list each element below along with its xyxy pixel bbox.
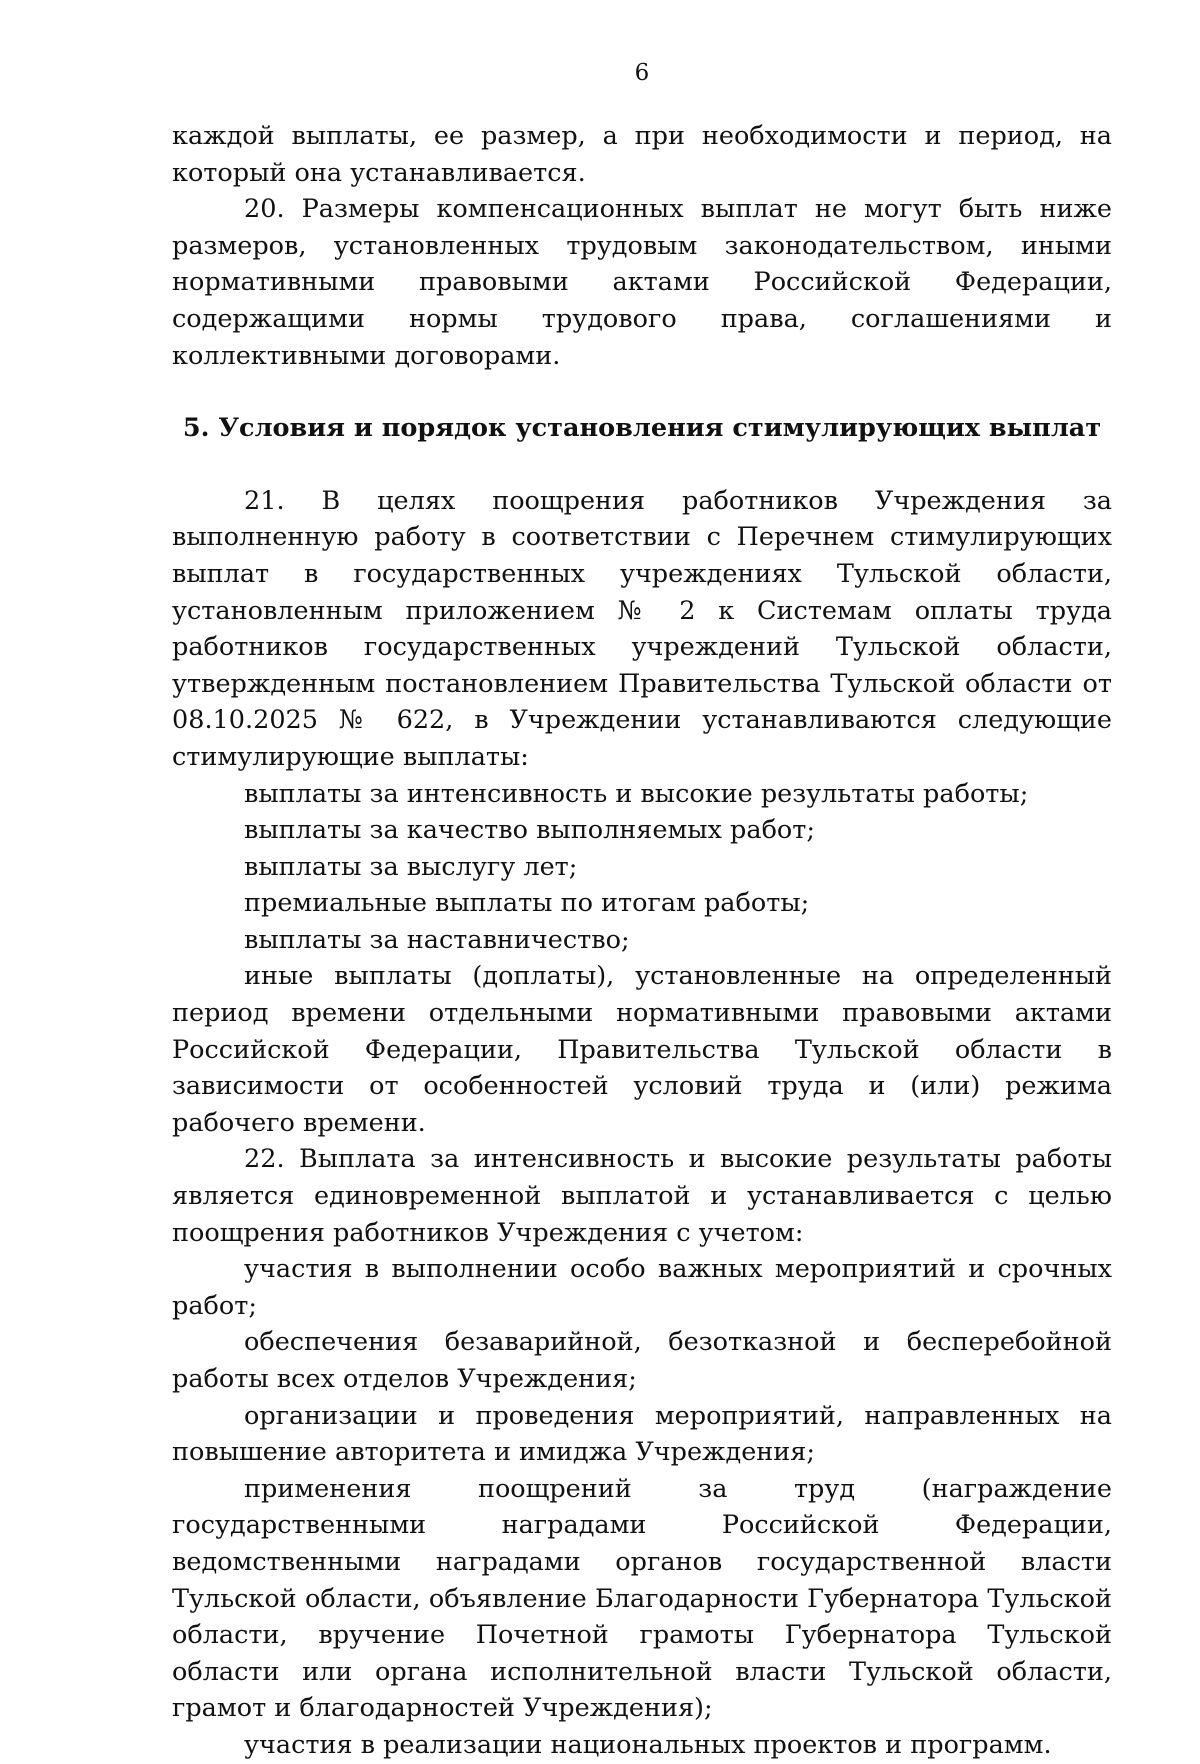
- paragraph: 22. Выплата за интенсивность и высокие результаты работы является единовременной выплатой и устанавливается с целью поощрения работников Учреждения с учетом:: [172, 1144, 1112, 1248]
- paragraph: 21. В целях поощрения работников Учреждения за выполненную работу в соответствии с Перечнем стимулирующих выплат в государственных учреждениях Тульской области, установленным приложением № 2 к Системам оплаты труда работников государственных учреждений Тульской области, утвержденным постановлением Правительства Тульской области от 08.10.2025 № 622, в Учреждении устанавливаются следующие стимулирующие выплаты:: [172, 485, 1112, 772]
- paragraph: участия в реализации национальных проектов и программ.: [244, 1729, 1052, 1760]
- paragraph: иные выплаты (доплаты), установленные на определенный период времени отдельными нормативными правовыми актами Российской Федерации, Правительства Тульской области в зависимости от особенностей условий труда и (или) режима рабочего времени.: [172, 961, 1112, 1138]
- paragraph: 20. Размеры компенсационных выплат не могут быть ниже размеров, установленных трудовым законодательством, иными нормативными правовыми актами Российской Федерации, содержащими нормы трудового права, соглашениями и коллективными договорами.: [172, 194, 1112, 371]
- paragraph: участия в выполнении особо важных мероприятий и срочных работ;: [172, 1254, 1112, 1321]
- paragraph: каждой выплаты, ее размер, а при необходимости и период, на который она устанавливается.: [172, 121, 1112, 188]
- paragraph: выплаты за интенсивность и высокие результаты работы;: [244, 778, 1029, 809]
- paragraph: обеспечения безаварийной, безотказной и бесперебойной работы всех отделов Учреждения;: [172, 1327, 1112, 1394]
- page-number: 6: [634, 60, 650, 86]
- paragraph: организации и проведения мероприятий, направленных на повышение авторитета и имиджа Учреждения;: [172, 1400, 1112, 1468]
- paragraph: выплаты за выслугу лет;: [244, 851, 578, 882]
- paragraph: выплаты за наставничество;: [244, 924, 630, 955]
- paragraphs-after-heading: [172, 483, 1112, 1764]
- paragraph: премиальные выплаты по итогам работы;: [244, 888, 810, 919]
- paragraph: выплаты за качество выполняемых работ;: [244, 815, 815, 846]
- document-body: [172, 118, 1112, 1764]
- paragraphs-before-heading: [172, 118, 1112, 374]
- paragraph: применения поощрений за труд (награждение государственными наградами Российской Федерации, ведомственными наградами органов государственной власти Тульской области, объявление Благодарности Губернатора Тульской области, вручение Почетной грамоты Губернатора Тульской области или органа исполнительной власти Тульской области, грамот и благодарностей Учреждения);: [172, 1473, 1112, 1724]
- section-heading: 5. Условия и порядок установления стимулирующих выплат: [182, 413, 1102, 444]
